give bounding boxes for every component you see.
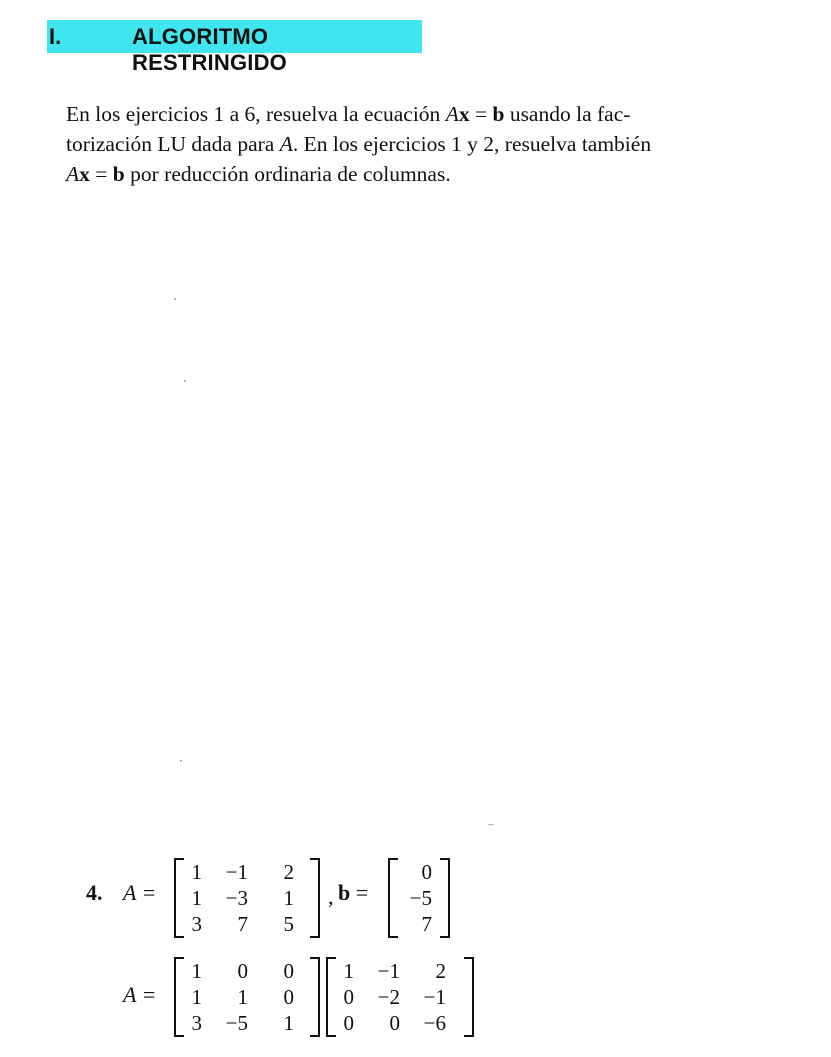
exercise-instructions <box>66 99 756 189</box>
matrix-cell: −1 <box>377 959 400 983</box>
right-bracket <box>464 957 474 1037</box>
right-bracket <box>310 858 320 938</box>
matrix-cell: 2 <box>283 860 294 884</box>
matrix-cell: 1 <box>283 886 294 910</box>
matrix-separator-comma: , <box>328 884 334 909</box>
scan-speck <box>180 760 182 762</box>
lu-factorization-label: A = <box>123 982 157 1007</box>
matrix-cell: 0 <box>237 959 248 983</box>
section-heading <box>47 20 422 75</box>
matrix-cell: 1 <box>343 959 354 983</box>
matrix-cell: 0 <box>343 1011 354 1035</box>
matrix-cell: 7 <box>421 912 432 936</box>
scan-speck <box>488 824 494 825</box>
matrix-a-label: A = <box>123 880 157 905</box>
matrix-cell: −6 <box>423 1011 446 1035</box>
matrix-cell: 0 <box>283 985 294 1009</box>
section-number: I. <box>49 24 62 49</box>
vector-b-label: b = <box>338 880 369 905</box>
matrix-cell: −5 <box>409 886 432 910</box>
matrix-a <box>174 858 320 938</box>
problem-number: 4. <box>86 880 103 905</box>
matrix-cell: −5 <box>225 1011 248 1035</box>
matrix-cell: 7 <box>237 912 248 936</box>
instructions-line-3: Ax = b por reducción ordinaria de columnas. <box>66 162 451 186</box>
matrix-cell: 1 <box>191 860 202 884</box>
matrix-cell: 0 <box>389 1011 400 1035</box>
matrix-cell: 1 <box>237 985 248 1009</box>
matrix-cell: 1 <box>191 985 202 1009</box>
matrix-l <box>174 957 320 1037</box>
section-title: ALGORITMO RESTRINGIDO <box>132 24 287 75</box>
matrix-cell: −1 <box>423 985 446 1009</box>
matrix-cell: 0 <box>343 985 354 1009</box>
instructions-line-2: torización LU dada para A. En los ejercicios 1 y 2, resuelva también <box>66 132 652 156</box>
matrix-cell: −3 <box>225 886 248 910</box>
scan-speck <box>174 298 176 300</box>
instructions-line-1: En los ejercicios 1 a 6, resuelva la ecuación Ax = b usando la fac- <box>66 102 631 126</box>
matrix-cell: 1 <box>283 1011 294 1035</box>
matrix-cell: 1 <box>191 886 202 910</box>
matrix-cell: 0 <box>421 860 432 884</box>
matrix-cell: −1 <box>225 860 248 884</box>
matrix-cell: 3 <box>191 1011 202 1035</box>
right-bracket <box>440 858 450 938</box>
vector-b <box>388 858 450 938</box>
matrix-cell: 0 <box>283 959 294 983</box>
matrix-cell: 2 <box>435 959 446 983</box>
matrix-cell: 5 <box>283 912 294 936</box>
matrix-cell: 1 <box>191 959 202 983</box>
matrix-cell: 3 <box>191 912 202 936</box>
scan-speck <box>184 380 186 382</box>
matrix-cell: −2 <box>377 985 400 1009</box>
matrix-u <box>326 957 474 1037</box>
